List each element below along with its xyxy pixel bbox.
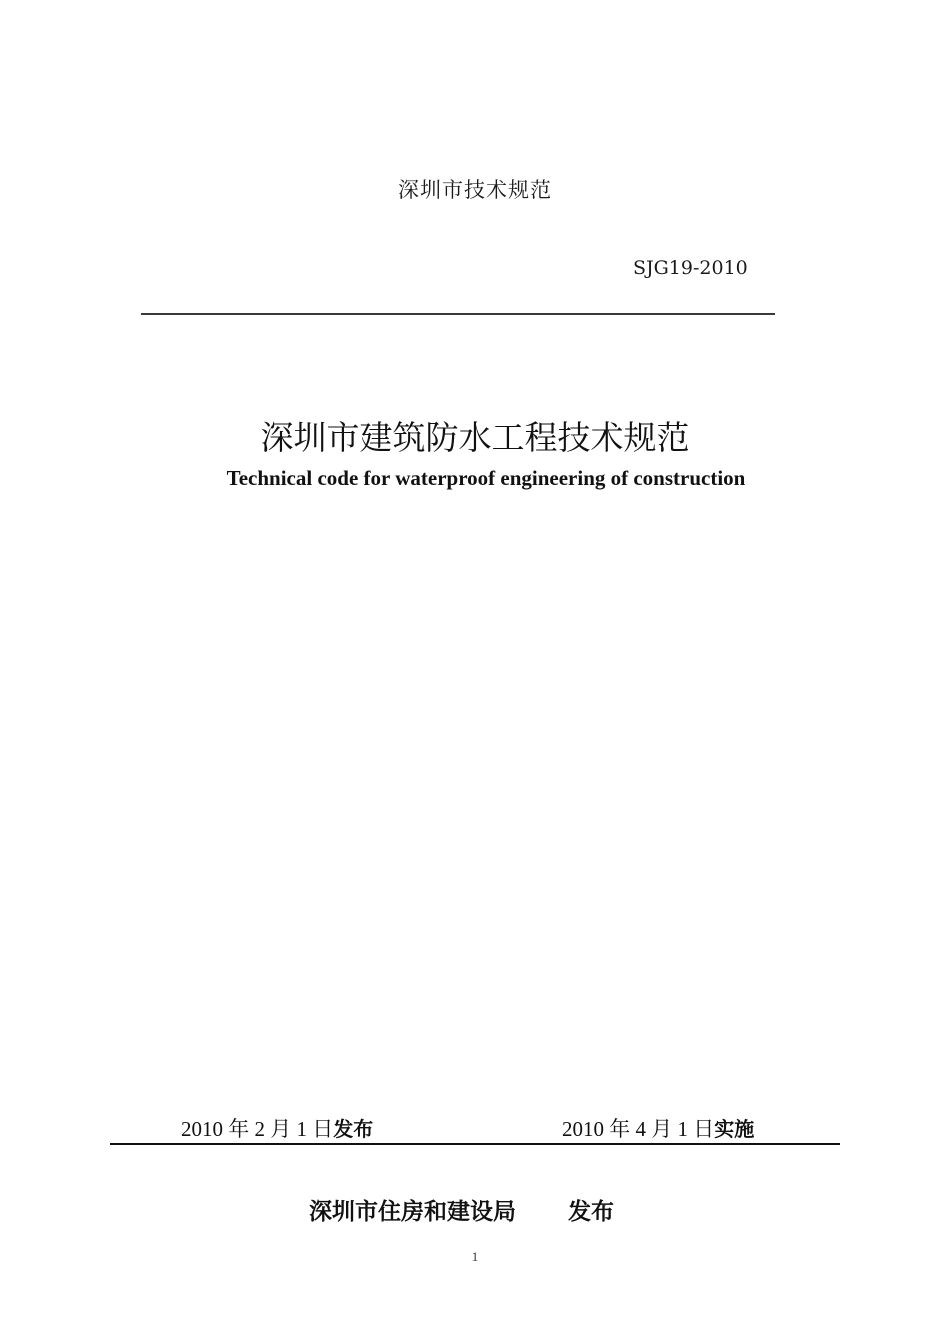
publisher-action: 发布: [568, 1199, 614, 1225]
top-divider: [141, 313, 775, 315]
issue-date-label: 发布: [333, 1117, 374, 1141]
bottom-divider: [110, 1143, 840, 1145]
code-number: SJG19-2010: [633, 257, 748, 279]
issue-date: [181, 1113, 373, 1143]
series-title: 深圳市技术规范: [398, 178, 552, 202]
title-english: Technical code for waterproof engineering of construction: [226, 466, 746, 490]
effective-date: [562, 1113, 754, 1143]
effective-date-label: 实施: [714, 1117, 755, 1141]
effective-date-value: 2010 年 4 月 1 日: [562, 1117, 715, 1141]
publisher-name: 深圳市住房和建设局: [309, 1199, 516, 1225]
publisher-line: [309, 1193, 614, 1226]
issue-date-value: 2010 年 2 月 1 日: [181, 1117, 334, 1141]
title-chinese: 深圳市建筑防水工程技术规范: [260, 418, 690, 457]
page-number: 1: [471, 1249, 479, 1264]
